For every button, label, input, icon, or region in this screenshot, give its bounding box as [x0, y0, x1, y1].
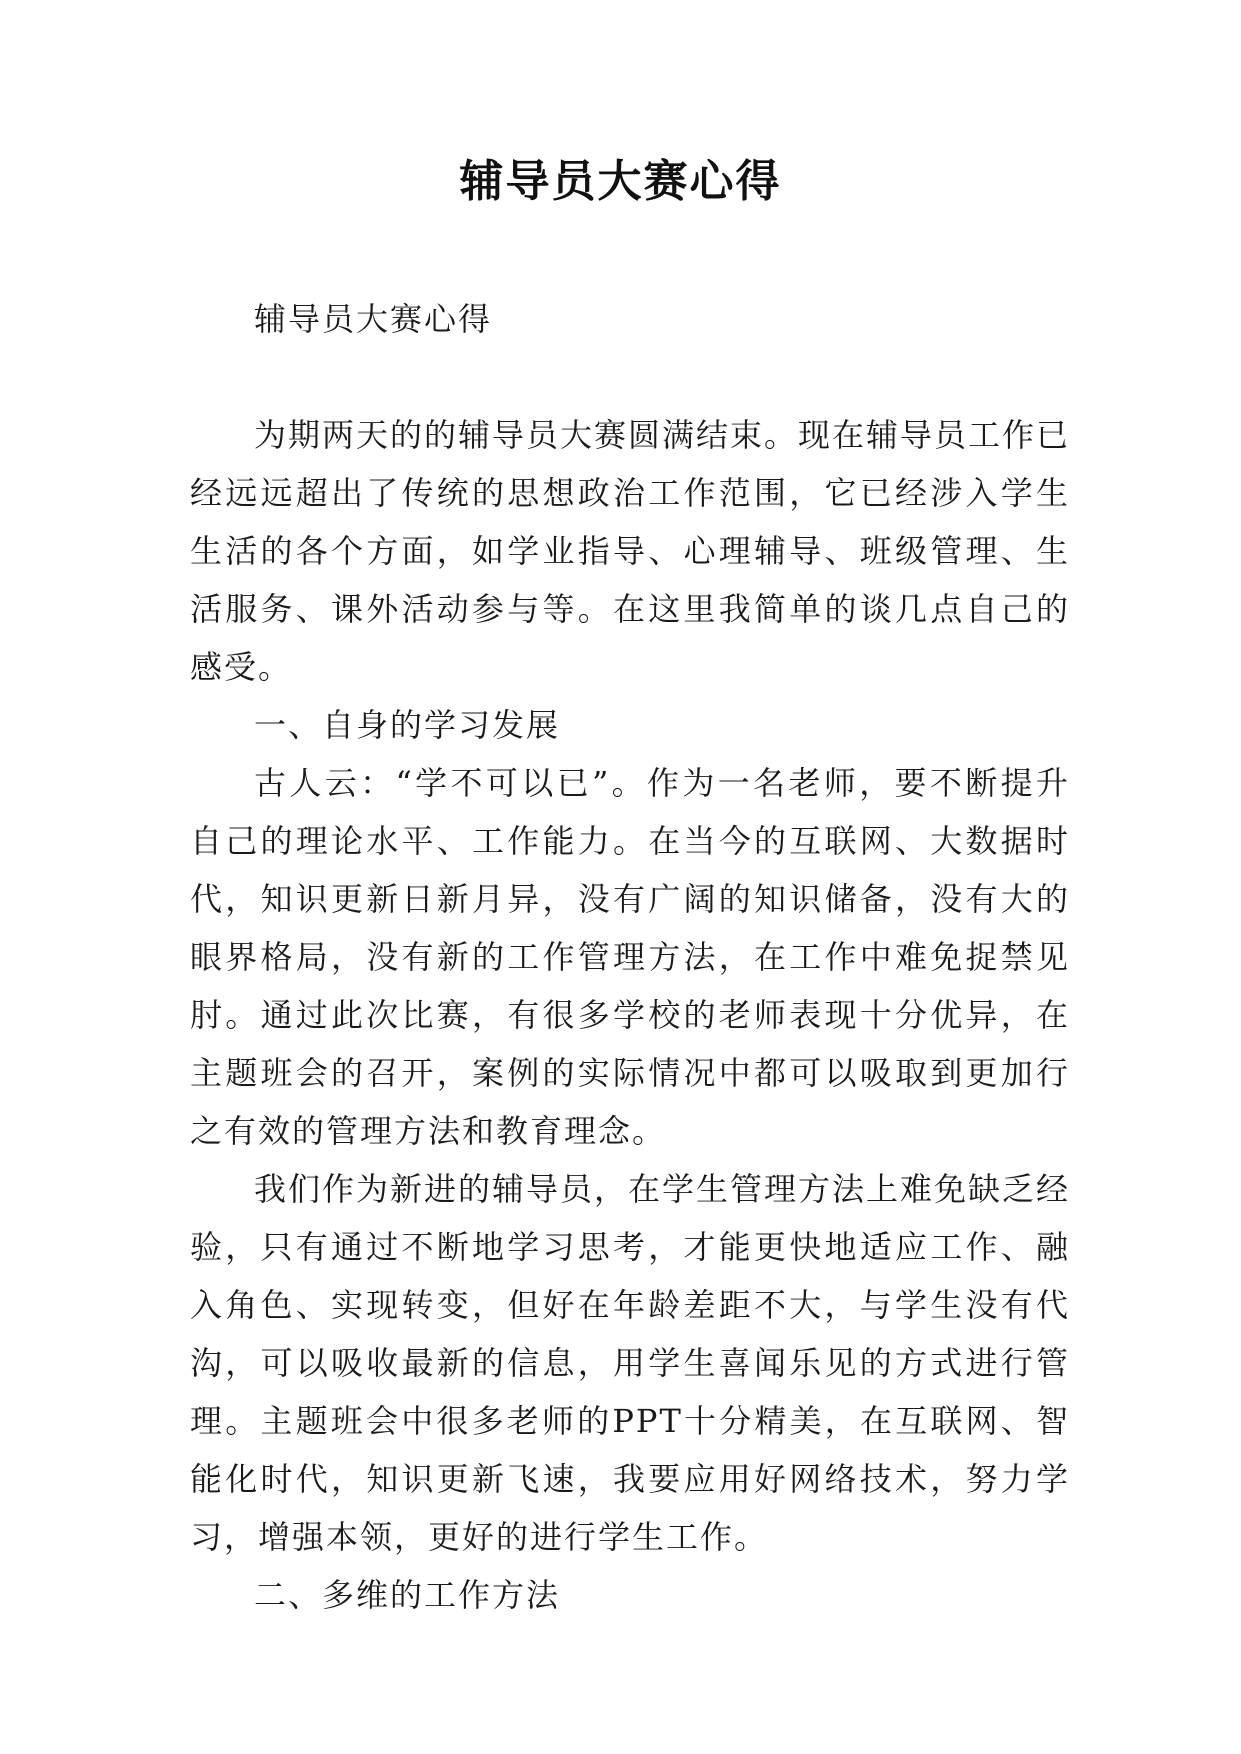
section-heading-2: 二、多维的工作方法 [254, 1576, 561, 1614]
document-title: 辅导员大赛心得 [459, 156, 782, 207]
section-heading-1: 一、自身的学习发展 [254, 706, 561, 744]
paragraph-intro: 为期两天的的辅导员大赛圆满结束。现在辅导员工作已经远远超出了传统的思想政治工作范围，它已经涉入学生生活的各个方面，如学业指导、心理辅导、班级管理、生活服务、课外活动参与等。在这里我简单的谈几点自己的感受。 [190, 416, 1071, 686]
document-subtitle: 辅导员大赛心得 [254, 300, 493, 338]
paragraph-new-counselor: 我们作为新进的辅导员，在学生管理方法上难免缺乏经验，只有通过不断地学习思考，才能更快地适应工作、融入角色、实现转变，但好在年龄差距不大，与学生没有代沟，可以吸收最新的信息，用学生喜闻乐见的方式进行管理。主题班会中很多老师的PPT十分精美，在互联网、智能化时代，知识更新飞速，我要应用好网络技术，努力学习，增强本领，更好的进行学生工作。 [190, 1170, 1071, 1556]
paragraph-learning: 古人云：“学不可以已”。作为一名老师，要不断提升自己的理论水平、工作能力。在当今的互联网、大数据时代，知识更新日新月异，没有广阔的知识储备，没有大的眼界格局，没有新的工作管理方法，在工作中难免捉禁见肘。通过此次比赛，有很多学校的老师表现十分优异，在主题班会的召开，案例的实际情况中都可以吸取到更加行之有效的管理方法和教育理念。 [190, 764, 1070, 1150]
document-body [190, 290, 1070, 1624]
